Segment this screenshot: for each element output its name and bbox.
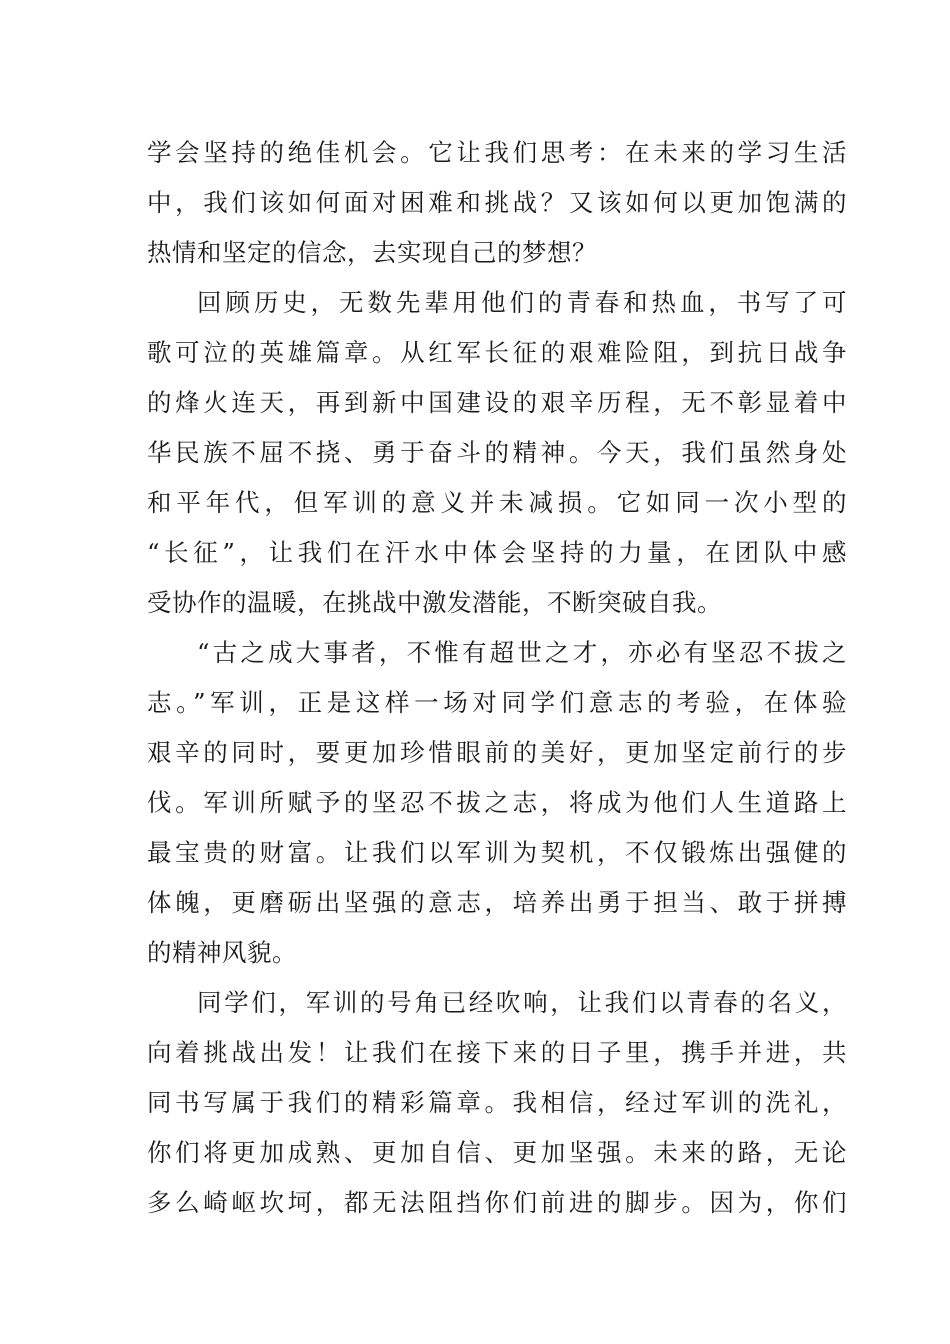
- text-line: 热情和坚定的信念，去实现自己的梦想？: [147, 238, 597, 267]
- paragraph-4: [147, 978, 847, 1228]
- text-line: 最宝贵的财富。让我们以军训为契机，不仅锻炼出强健的: [147, 838, 847, 867]
- text-line: 和平年代，但军训的意义并未减损。它如同一次小型的: [147, 488, 847, 517]
- text-line: 多么崎岖坎坷，都无法阻挡你们前进的脚步。因为，你们: [147, 1188, 847, 1217]
- text-line: 伐。军训所赋予的坚忍不拔之志，将成为他们人生道路上: [147, 788, 847, 817]
- text-line: 艰辛的同时，要更加珍惜眼前的美好，更加坚定前行的步: [147, 738, 847, 767]
- paragraph-2: [147, 278, 847, 628]
- text-line: 的烽火连天，再到新中国建设的艰辛历程，无不彰显着中: [147, 388, 847, 417]
- text-line: 体魄，更磨砺出坚强的意志，培养出勇于担当、敢于拼搏: [147, 888, 847, 917]
- text-line: 华民族不屈不挠、勇于奋斗的精神。今天，我们虽然身处: [147, 438, 847, 467]
- body-text: [147, 128, 847, 1228]
- text-line: 中，我们该如何面对困难和挑战？又该如何以更加饱满的: [147, 188, 847, 217]
- text-line: 歌可泣的英雄篇章。从红军长征的艰难险阻，到抗日战争: [147, 338, 847, 367]
- paragraph-1: [147, 128, 847, 278]
- text-line: 志。”军训，正是这样一场对同学们意志的考验，在体验: [147, 688, 847, 717]
- text-line: 的精神风貌。: [147, 938, 297, 967]
- text-line: 学会坚持的绝佳机会。它让我们思考：在未来的学习生活: [147, 138, 847, 167]
- text-line: 回顾历史，无数先辈用他们的青春和热血，书写了可: [197, 288, 847, 317]
- text-line: “古之成大事者，不惟有超世之才，亦必有坚忍不拔之: [197, 638, 847, 667]
- text-line: 你们将更加成熟、更加自信、更加坚强。未来的路，无论: [147, 1138, 847, 1167]
- text-line: 向着挑战出发！让我们在接下来的日子里，携手并进，共: [147, 1038, 847, 1067]
- paragraph-3: [147, 628, 847, 978]
- text-line: 同书写属于我们的精彩篇章。我相信，经过军训的洗礼，: [147, 1088, 847, 1117]
- text-line: 同学们，军训的号角已经吹响，让我们以青春的名义，: [197, 988, 847, 1017]
- text-line: 受协作的温暖，在挑战中激发潜能，不断突破自我。: [147, 588, 722, 617]
- text-line: “长征”，让我们在汗水中体会坚持的力量，在团队中感: [147, 538, 847, 567]
